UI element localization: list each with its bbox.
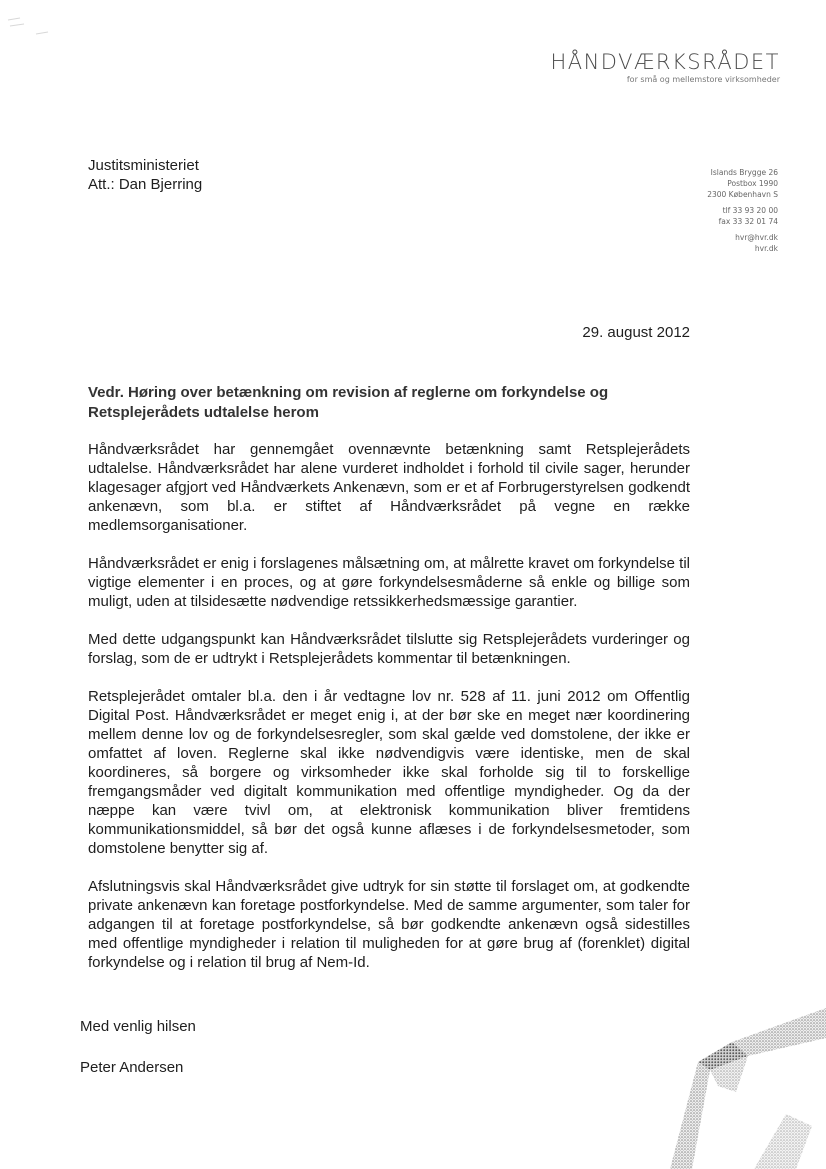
closing-phrase: Med venlig hilsen xyxy=(80,1018,196,1035)
sender-email: hvr@hvr.dk xyxy=(735,233,778,242)
body-paragraph: Håndværksrådet har gennemgået ovennævnte betænkning samt Retsplejerådets udtalelse. Håndværksrådet har alene vurderet indholdet i forhold til civile sager, herunder klagesager afgjort ved Håndværkets Ankenævn, som er et af Forbrugerstyrelsen godkendt ankenævn, som bl.a. er stiftet af Håndværksrådet på vegne en række medlemsorganisationer. xyxy=(88,441,690,534)
body-paragraph: Med dette udgangspunkt kan Håndværksrådet tilslutte sig Retsplejerådets vurderinger og forslag, som de er udtrykt i Retsplejerådets kommentar til betænkningen. xyxy=(88,631,690,667)
sender-city: 2300 København S xyxy=(707,190,778,199)
body-paragraph: Afslutningsvis skal Håndværksrådet give udtryk for sin støtte til forslaget om, at godkendte private ankenævn kan foretage postforkyndelse. Med de samme argumenter, som taler for adgangen til at foretage postforkyndelse, så bør godkendte ankenævn også sidestilles med offentlige myndigheder i relation til muligheden for at gøre brug af (forenklet) digital forkyndelse og i relation til brug af Nem-Id. xyxy=(88,878,690,971)
decorative-swoosh-graphic xyxy=(636,1004,826,1169)
sender-web: hvr.dk xyxy=(754,244,778,253)
letter-body xyxy=(88,440,690,991)
body-paragraph: Håndværksrådet er enig i forslagenes målsætning om, at målrette kravet om forkyndelse til vigtige elementer i en proces, og at gøre forkyndelsesmåderne så enkle og billige som muligt, uden at tilsidesætte nødvendige retssikkerhedsmæssige garantier. xyxy=(88,555,690,610)
scan-artifact-mark xyxy=(6,14,56,44)
organization-name: HÅNDVÆRKSRÅDET xyxy=(550,50,780,74)
recipient-name: Justitsministeriet xyxy=(88,157,199,174)
sender-fax: fax 33 32 01 74 xyxy=(718,217,778,226)
letterhead-logo xyxy=(550,50,780,84)
sender-phone: tlf 33 93 20 00 xyxy=(722,206,778,215)
recipient-attention: Att.: Dan Bjerring xyxy=(88,176,203,193)
sender-address xyxy=(707,167,778,254)
sender-postbox: Postbox 1990 xyxy=(727,179,778,188)
body-paragraph: Retsplejerådet omtaler bl.a. den i år vedtagne lov nr. 528 af 11. juni 2012 om Offentlig Digital Post. Håndværksrådet er meget enig i, at der bør ske en meget nær koordinering mellem denne lov og de forkyndelsesregler, som skal gælde ved domstolene, der ikke er omfattet af loven. Reglerne skal ikke nødvendigvis være identiske, men de skal koordineres, så borgere og virksomheder ikke skal forholde sig til to forskellige fremgangsmåder ved digitalt kommunikation med offentlige myndigheder. Og da der næppe kan være tvivl om, at elektronisk kommunikation bliver fremtidens kommunikationsmiddel, så bør det også kunne aflæses i de forkyndelsesmetoder, som domstolene benytter sig af. xyxy=(88,688,690,857)
letter-date: 29. august 2012 xyxy=(582,324,690,341)
signer-name: Peter Andersen xyxy=(80,1059,184,1076)
sender-street: Islands Brygge 26 xyxy=(710,168,778,177)
letter-subject: Vedr. Høring over betænkning om revision af reglerne om forkyndelse og Retsplejerådets udtalelse herom xyxy=(88,384,609,421)
recipient-address xyxy=(88,156,202,194)
organization-tagline: for små og mellemstore virksomheder xyxy=(626,75,780,84)
